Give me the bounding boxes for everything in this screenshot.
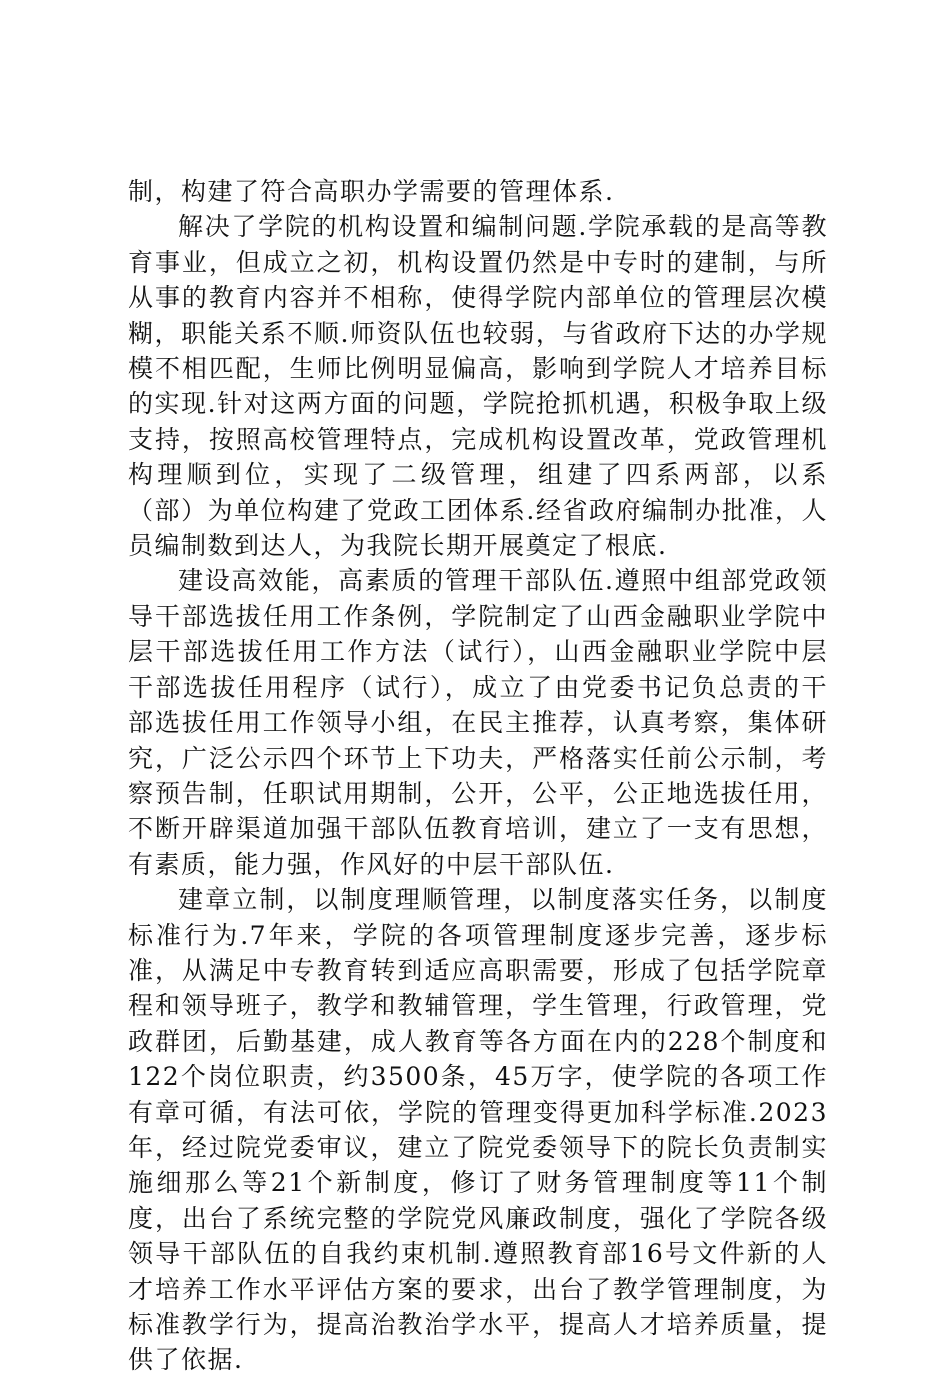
paragraph-cadre-team: 建设高效能，高素质的管理干部队伍.遵照中组部党政领导干部选拔任用工作条例，学院制定了山西金融职业学院中层干部选拔任用工作方法（试行），山西金融职业学院中层干部选拔任用程序（试行），成立了由党委书记负总责的干部选拔任用工作领导小组，在民主推荐，认真考察，集体研究，广泛公示四个环节上下功夫，严格落实任前公示制，考察预告制，任职试用期制，公开，公平，公正地选拔任用，不断开辟渠道加强干部队伍教育培训，建立了一支有思想，有素质，能力强，作风好的中层干部队伍. (128, 566, 828, 879)
paragraph-regulations: 建章立制，以制度理顺管理，以制度落实任务，以制度标准行为.7年来，学院的各项管理制度逐步完善，逐步标准，从满足中专教育转到适应高职需要，形成了包括学院章程和领导班子，教学和教辅管理，学生管理，行政管理，党政群团，后勤基建，成人教育等各方面在内的228个制度和122个岗位职责，约3500条，45万字，使学院的各项工作有章可循，有法可依，学院的管理变得更加科学标准.2023年，经过院党委审议，建立了院党委领导下的院长负责制实施细那么等21个新制度，修订了财务管理制度等11个制度，出台了系统完整的学院党风廉政制度，强化了学院各级领导干部队伍的自我约束机制.遵照教育部16号文件新的人才培养工作水平评估方案的要求，出台了教学管理制度，为标准教学行为，提高治教治学水平，提高人才培养质量，提供了依据. (128, 885, 828, 1375)
document-body (128, 174, 828, 1378)
paragraph-institution-setup: 解决了学院的机构设置和编制问题.学院承载的是高等教育事业，但成立之初，机构设置仍然是中专时的建制，与所从事的教育内容并不相称，使得学院内部单位的管理层次模糊，职能关系不顺.师资队伍也较弱，与省政府下达的办学规模不相匹配，生师比例明显偏高，影响到学院人才培养目标的实现.针对这两方面的问题，学院抢抓机遇，积极争取上级支持，按照高校管理特点，完成机构设置改革，党政管理机构理顺到位，实现了二级管理，组建了四系两部，以系（部）为单位构建了党政工团体系.经省政府编制办批准，人员编制数到达人，为我院长期开展奠定了根底. (128, 212, 828, 561)
paragraph-continuation: 制，构建了符合高职办学需要的管理体系. (128, 177, 615, 206)
